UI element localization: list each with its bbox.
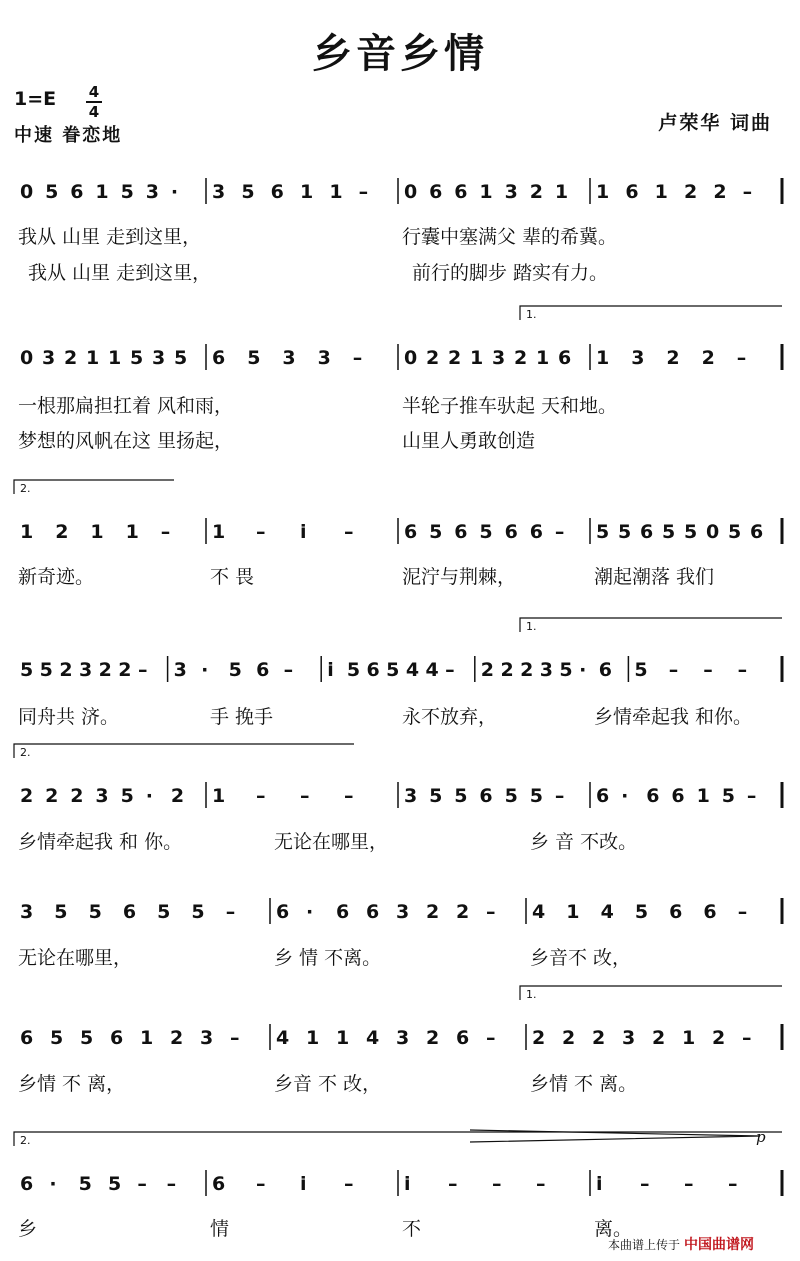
note: 3	[396, 1027, 410, 1049]
note: ·	[579, 659, 587, 681]
lyric-text: 乡情牵起我 和 你。	[18, 831, 183, 853]
note: –	[358, 181, 369, 203]
note: 6	[558, 347, 572, 369]
note: 1	[212, 521, 226, 543]
note: 2	[55, 521, 69, 543]
note: ·	[145, 785, 153, 807]
note: –	[737, 901, 748, 923]
note: 6	[212, 1173, 226, 1195]
note: 3	[145, 181, 159, 203]
note: 4	[532, 901, 546, 923]
note: 2	[426, 901, 440, 923]
note: ·	[49, 1173, 57, 1195]
note: 4	[405, 659, 420, 681]
note: 1	[108, 347, 122, 369]
note: 3	[396, 901, 410, 923]
note: 5	[130, 347, 144, 369]
note: 5	[346, 659, 361, 681]
lyric-text-verse2: 梦想的风帆在这 里扬起，	[18, 430, 234, 452]
note: 5	[39, 659, 53, 681]
note: i	[300, 521, 307, 543]
page-title: 乡音乡情	[312, 31, 488, 77]
note: –	[536, 1173, 546, 1195]
note: 2	[70, 785, 84, 807]
note: 2	[652, 1027, 666, 1049]
note: 3	[200, 1027, 214, 1049]
note: –	[742, 181, 753, 203]
note: 6	[456, 1027, 470, 1049]
note: 1	[300, 181, 314, 203]
note: 6	[70, 181, 84, 203]
note: 2	[520, 659, 534, 681]
note: 2	[532, 1027, 546, 1049]
note: 5	[120, 181, 134, 203]
note: 6	[20, 1027, 34, 1049]
note: 6	[276, 901, 290, 923]
lyric-text: 乡 音 不改。	[530, 831, 638, 853]
tempo-marking: 中速 眷恋地	[14, 125, 123, 146]
note: –	[166, 1173, 177, 1195]
lyric-text: 同舟共 济。	[18, 706, 120, 728]
lyric-text: 乡 情 不离。	[274, 947, 382, 969]
note: 6	[671, 785, 685, 807]
note: 5	[20, 659, 34, 681]
note: 5	[662, 521, 676, 543]
note: 6	[366, 659, 380, 681]
note: –	[225, 901, 236, 923]
note: 5	[721, 785, 735, 807]
volta-label: 2.	[20, 482, 31, 495]
lyric-text: 无论在哪里，	[274, 831, 389, 853]
note: 2	[562, 1027, 576, 1049]
lyric-text: 乡情 不 离，	[18, 1073, 126, 1095]
volta-label: 2.	[20, 746, 31, 759]
note: –	[554, 521, 565, 543]
note: 0	[404, 347, 418, 369]
lyric-text: 行囊中塞满父 辈的希冀。	[402, 226, 618, 248]
lyric-text: 无论在哪里，	[18, 947, 133, 969]
lyric-text: 泥泞与荆棘，	[402, 566, 517, 588]
note: 5	[157, 901, 171, 923]
lyric-text: 不 畏	[210, 566, 255, 588]
note: 5	[479, 521, 493, 543]
note: –	[640, 1173, 650, 1195]
note: 3	[42, 347, 56, 369]
note: 5	[429, 521, 443, 543]
note: 1	[536, 347, 550, 369]
lyric-text-verse2: 我从 山里 走到这里，	[28, 262, 212, 284]
note: 1	[596, 347, 610, 369]
note: –	[486, 901, 496, 923]
note: 6	[646, 785, 660, 807]
lyric-text: 潮起潮落 我们	[594, 566, 715, 588]
note: 2	[592, 1027, 606, 1049]
note: 6	[404, 521, 418, 543]
note: 3	[404, 785, 418, 807]
site-logo: 中国曲谱网	[684, 1237, 755, 1253]
note: 5	[191, 901, 205, 923]
note: 2	[20, 785, 34, 807]
note: 6	[625, 181, 639, 203]
lyric-text: 手 挽手	[210, 706, 274, 728]
note: 1	[95, 181, 109, 203]
note: 5	[454, 785, 468, 807]
note: 5	[529, 785, 543, 807]
key-signature: 1=E	[14, 88, 57, 110]
volta-bracket	[520, 986, 782, 1000]
lyric-text: 乡音不 改，	[530, 947, 632, 969]
note: 2	[713, 181, 727, 203]
note: 5	[634, 659, 648, 681]
note: 1	[696, 785, 710, 807]
note: 6	[212, 347, 226, 369]
lyric-text: 离。	[594, 1218, 633, 1240]
note: 2	[456, 901, 470, 923]
note: –	[736, 347, 747, 369]
author-credit: 卢荣华 词曲	[658, 112, 772, 134]
note: 6	[454, 521, 468, 543]
note: –	[137, 1173, 147, 1195]
note: –	[746, 785, 757, 807]
note: 4	[600, 901, 614, 923]
footer	[608, 1234, 754, 1254]
lyric-text: 我从 山里 走到这里，	[18, 226, 202, 248]
note: 2	[426, 1027, 440, 1049]
note: –	[230, 1027, 240, 1049]
note: –	[300, 785, 310, 807]
note: 2	[118, 659, 132, 681]
note: 6	[454, 181, 468, 203]
note: 6	[598, 659, 612, 681]
note: 5	[88, 901, 102, 923]
note: 1	[596, 181, 610, 203]
note: 2	[529, 181, 543, 203]
note: 5	[504, 785, 518, 807]
note: i	[596, 1173, 603, 1195]
note: –	[344, 785, 354, 807]
note: 6	[336, 901, 350, 923]
note: 3	[317, 347, 331, 369]
note: 3	[20, 901, 34, 923]
note: 2	[514, 347, 528, 369]
note: 1	[306, 1027, 320, 1049]
note: 2	[170, 785, 185, 807]
note: 6	[504, 521, 518, 543]
note: 5	[45, 181, 59, 203]
lyric-text-verse2: 山里人勇敢创造	[402, 430, 536, 452]
note: 5	[174, 347, 188, 369]
note: 5	[241, 181, 255, 203]
lyric-text: 乡	[18, 1218, 38, 1240]
note: 2	[684, 181, 698, 203]
note: ·	[201, 659, 209, 681]
note: 3	[492, 347, 506, 369]
lyric-text-verse2: 前行的脚步 踏实有力。	[412, 262, 609, 284]
note: 5	[78, 1173, 92, 1195]
note: 4	[425, 659, 439, 681]
note: 5	[50, 1027, 64, 1049]
note: 3	[622, 1027, 636, 1049]
note: 2	[712, 1027, 726, 1049]
note: 6	[110, 1027, 124, 1049]
note: –	[448, 1173, 458, 1195]
note: –	[445, 659, 455, 681]
note: 5	[559, 659, 573, 681]
note: 3	[504, 181, 518, 203]
note: 2	[666, 347, 680, 369]
note: 6	[429, 181, 443, 203]
note: 1	[554, 181, 569, 203]
note: 0	[20, 347, 34, 369]
note: –	[344, 1173, 354, 1195]
note: 2	[448, 347, 462, 369]
note: 3	[282, 347, 296, 369]
note: i	[300, 1173, 307, 1195]
lyric-text: 乡音 不 改，	[274, 1073, 382, 1095]
note: 2	[45, 785, 59, 807]
volta-label: 1.	[526, 988, 537, 1001]
note: 2	[170, 1027, 184, 1049]
note: 5	[247, 347, 261, 369]
note: 1	[90, 521, 104, 543]
note: –	[256, 785, 266, 807]
note: 3	[539, 659, 554, 681]
lyric-text: 新奇迹。	[18, 566, 95, 588]
note: 6	[640, 521, 654, 543]
lyric-text: 半轮子推车驮起 天和地。	[402, 395, 618, 417]
note: 0	[404, 181, 418, 203]
note: –	[684, 1173, 694, 1195]
note: 6	[750, 521, 764, 543]
note: ·	[306, 901, 314, 923]
volta-bracket	[520, 306, 782, 320]
note: 2	[426, 347, 440, 369]
volta-label: 1.	[526, 308, 537, 321]
note: 2	[98, 659, 112, 681]
lyric-text: 乡情 不 离。	[530, 1073, 638, 1095]
note: 5	[386, 659, 400, 681]
note: ·	[170, 181, 179, 203]
note: 5	[228, 659, 242, 681]
note: 6	[366, 901, 380, 923]
volta-label: 1.	[526, 620, 537, 633]
note: 5	[684, 521, 698, 543]
note: –	[737, 659, 748, 681]
note: 2	[480, 659, 495, 681]
note: 6	[122, 901, 137, 923]
note: 3	[78, 659, 93, 681]
note: 3	[152, 347, 166, 369]
note: 6	[669, 901, 683, 923]
note: 5	[634, 901, 649, 923]
note: i	[404, 1173, 411, 1195]
note: 6	[270, 181, 284, 203]
upload-text: 本曲谱上传于	[608, 1238, 681, 1252]
note: –	[160, 521, 171, 543]
note: 3	[212, 181, 226, 203]
time-numerator: 4	[88, 83, 100, 101]
volta-label: 2.	[20, 1134, 31, 1147]
volta-bracket	[520, 618, 782, 632]
note: –	[256, 1173, 266, 1195]
note: –	[352, 347, 363, 369]
note: 2	[64, 347, 78, 369]
note: 3	[95, 785, 109, 807]
note: 1	[566, 901, 580, 923]
note: 1	[140, 1027, 154, 1049]
note: –	[137, 659, 148, 681]
note: –	[256, 521, 266, 543]
note: 6	[479, 785, 493, 807]
lyric-text: 永不放弃，	[402, 706, 498, 728]
note: –	[668, 659, 679, 681]
note: 6	[256, 659, 270, 681]
dynamic-mark: p	[756, 1128, 766, 1146]
note: 4	[276, 1027, 290, 1049]
note: 3	[631, 347, 645, 369]
note: 0	[20, 181, 34, 203]
note: 1	[682, 1027, 696, 1049]
note: 3	[173, 659, 187, 681]
note: 1	[336, 1027, 350, 1049]
note: ·	[621, 785, 629, 807]
note: –	[492, 1173, 502, 1195]
note: –	[728, 1173, 738, 1195]
time-denominator: 4	[88, 103, 100, 121]
note: 1	[86, 347, 100, 369]
note: 6	[596, 785, 610, 807]
note: 5	[108, 1173, 122, 1195]
note: 1	[654, 181, 668, 203]
note: –	[703, 659, 713, 681]
lyric-text: 一根那扁担扛着 风和雨，	[18, 395, 234, 417]
note: –	[283, 659, 294, 681]
note: –	[742, 1027, 752, 1049]
note: 6	[529, 521, 543, 543]
lyric-text: 乡情牵起我 和你。	[594, 706, 753, 728]
lyric-text: 不	[402, 1218, 422, 1240]
note: 1	[125, 521, 139, 543]
note: 1	[20, 521, 34, 543]
note: 4	[366, 1027, 380, 1049]
note: 5	[80, 1027, 94, 1049]
note: 5	[54, 901, 68, 923]
note: 5	[120, 785, 134, 807]
note: 1	[329, 181, 343, 203]
note: 5	[618, 521, 632, 543]
note: 0	[706, 521, 720, 543]
note: 2	[701, 347, 715, 369]
note: 2	[59, 659, 73, 681]
note: 5	[429, 785, 443, 807]
note: 1	[479, 181, 493, 203]
lyric-text: 情	[210, 1218, 230, 1240]
note: 1	[212, 785, 226, 807]
note: 5	[728, 521, 742, 543]
volta-bracket	[14, 480, 174, 494]
note: –	[486, 1027, 496, 1049]
note: 1	[470, 347, 484, 369]
note: –	[344, 521, 354, 543]
volta-bracket	[14, 744, 354, 758]
note: 5	[596, 521, 610, 543]
note: 2	[500, 659, 514, 681]
note: –	[554, 785, 565, 807]
note: 6	[20, 1173, 34, 1195]
note: i	[327, 659, 334, 681]
note: 6	[703, 901, 717, 923]
